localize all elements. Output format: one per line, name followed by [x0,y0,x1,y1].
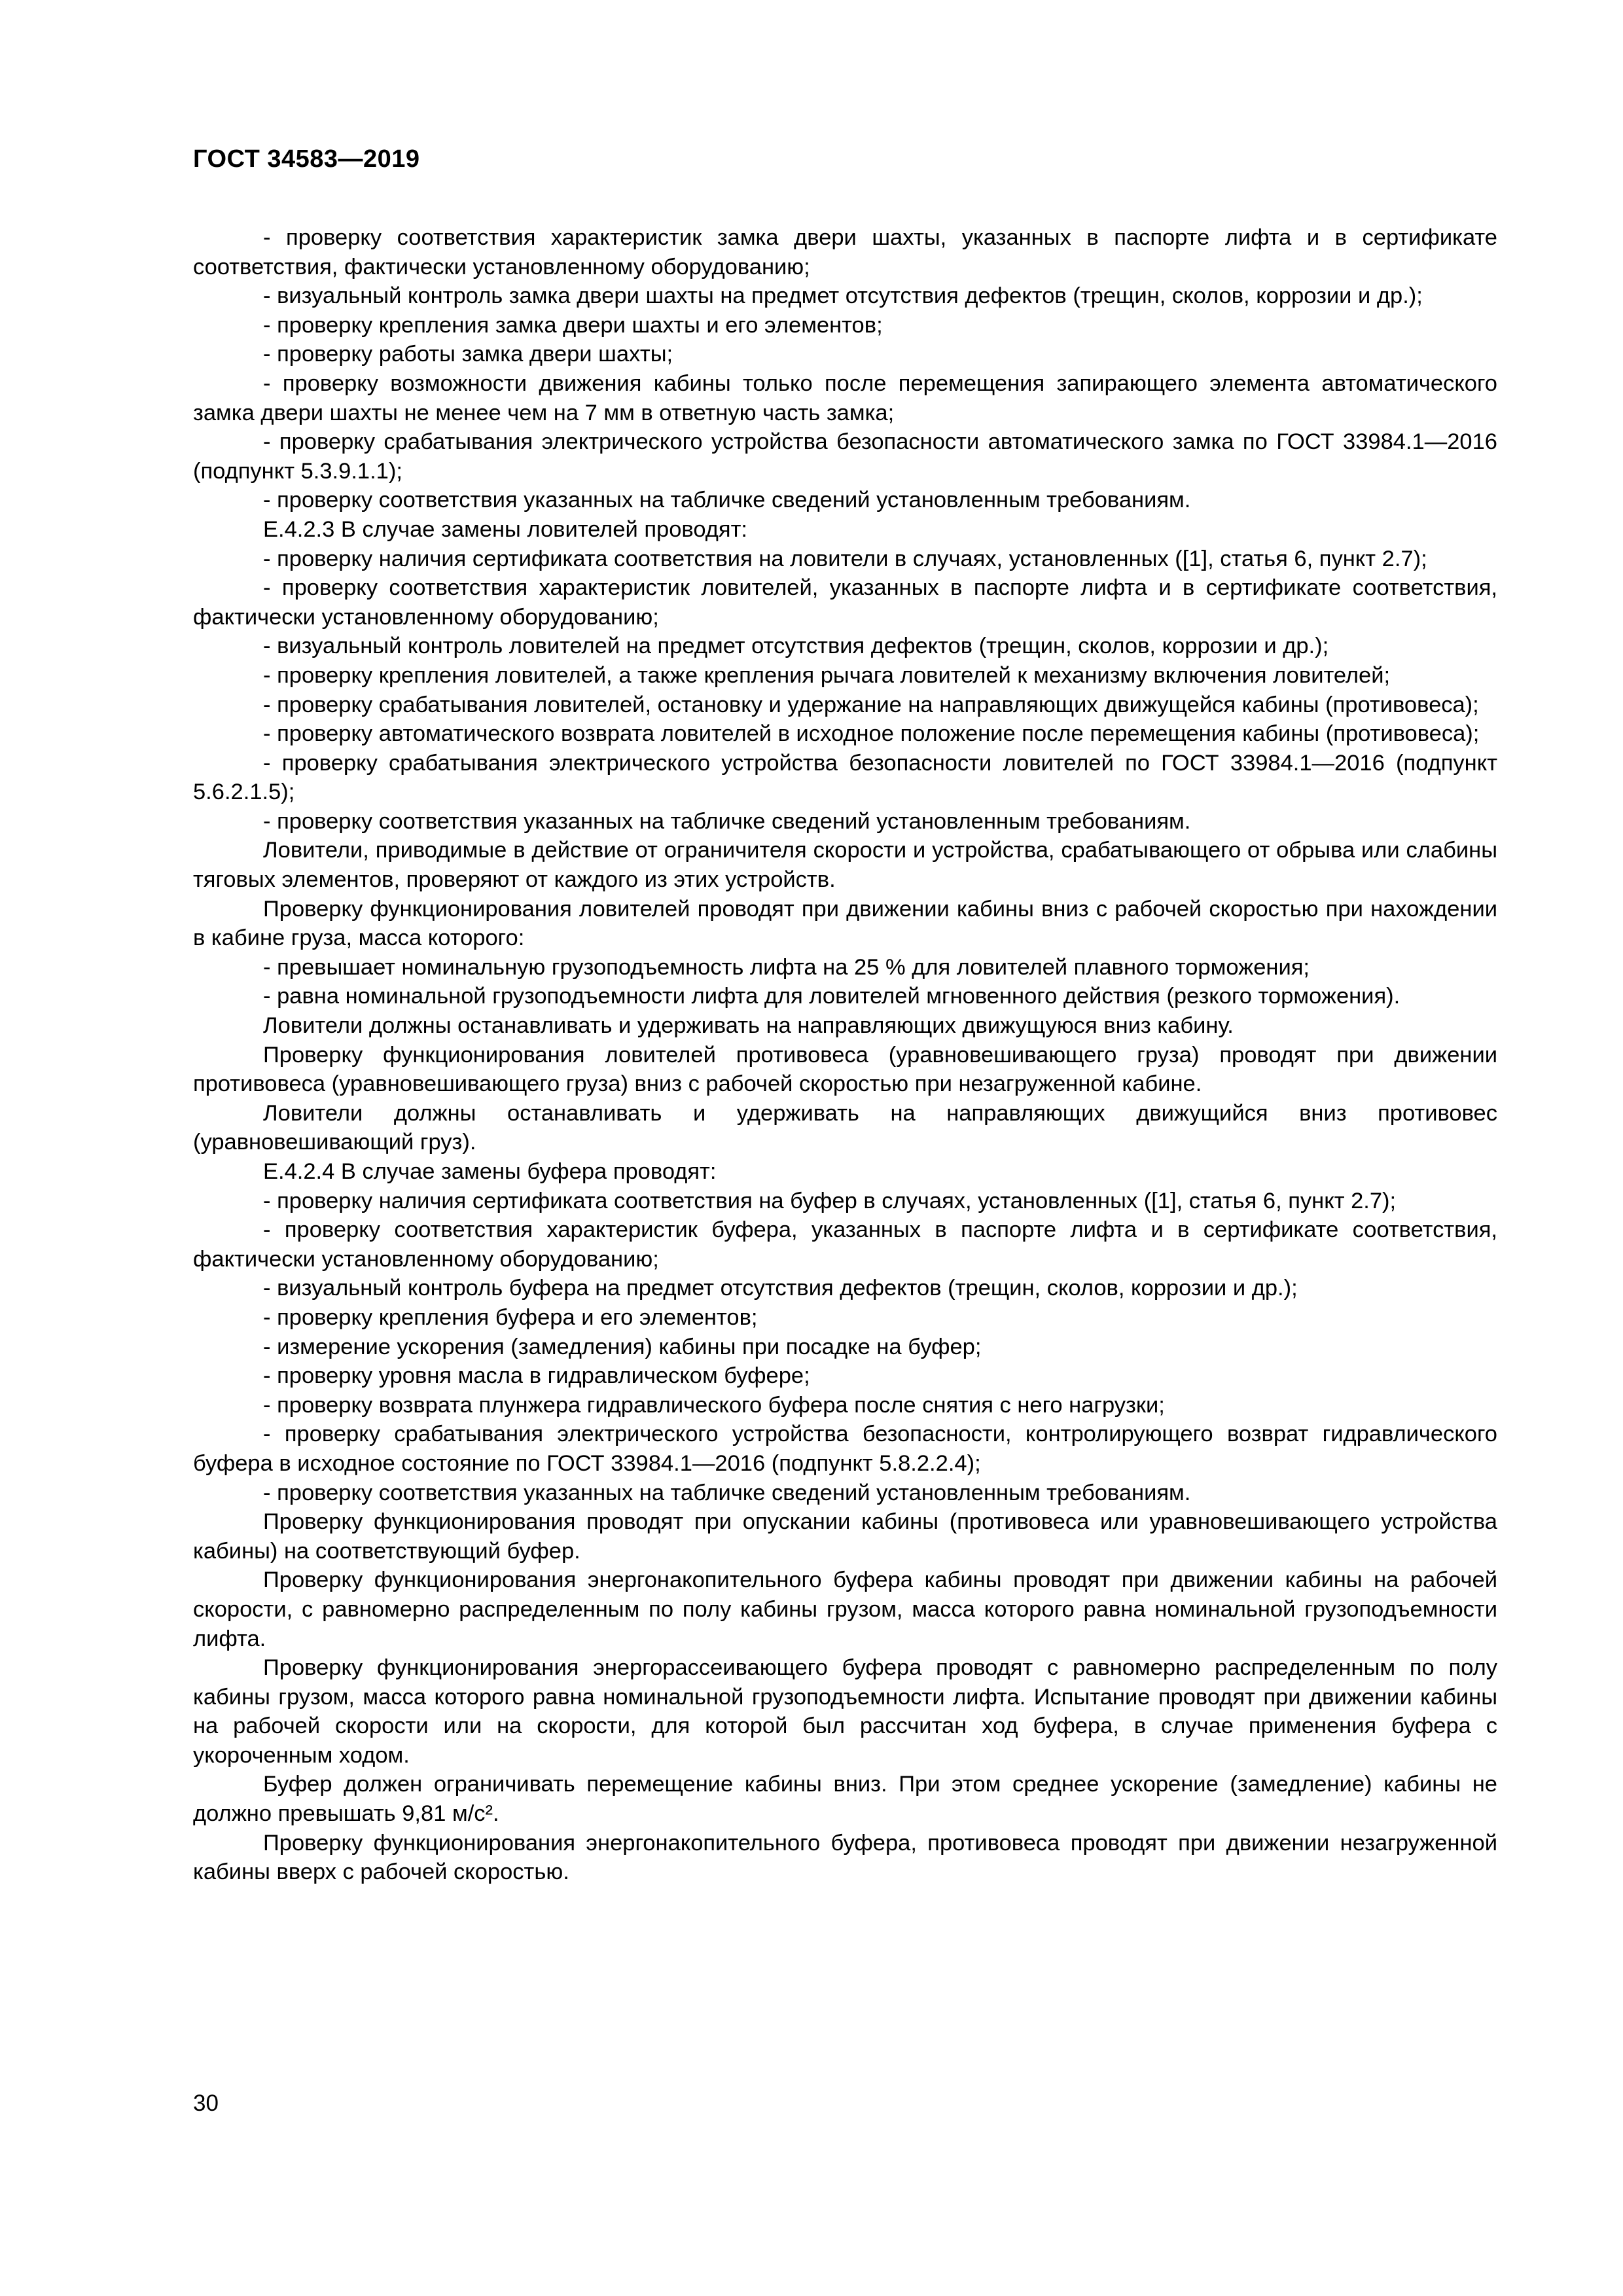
paragraph: - равна номинальной грузоподъемности лифта для ловителей мгновенного действия (резкого торможения). [263,984,1400,1009]
paragraph: Проверку функционирования энергонакопительного буфера кабины проводят при движении кабины на рабочей скорости, с равномерно распределенным по полу кабины грузом, масса которого равна номинальной грузоподъемности лифта. [193,1568,1497,1651]
paragraph: - проверку срабатывания электрического устройства безопасности ловителей по ГОСТ 33984.1—2016 (подпункт 5.6.2.1.5); [193,750,1497,805]
paragraph: - проверку работы замка двери шахты; [263,342,673,367]
paragraph: - проверку срабатывания электрического устройства безопасности автоматического замка по ГОСТ 33984.1—2016 (подпункт 5.3.9.1.1); [193,429,1497,484]
paragraph: - проверку автоматического возврата ловителей в исходное положение после перемещения кабины (противовеса); [263,721,1480,747]
paragraph: - проверку возможности движения кабины только после перемещения запирающего элемента автоматического замка двери шахты не менее чем на 7 мм в ответную часть замка; [193,370,1497,425]
paragraph: Ловители должны останавливать и удерживать на направляющих движущуюся вниз кабину. [263,1013,1234,1039]
section-heading: Е.4.2.3 В случае замены ловителей проводят: [263,516,747,542]
paragraph: - проверку срабатывания ловителей, остановку и удержание на направляющих движущейся кабины (противовеса); [263,692,1479,717]
paragraph: - проверку крепления ловителей, а также крепления рычага ловителей к механизму включения ловителей; [263,662,1391,688]
page-number: 30 [193,2090,219,2116]
paragraph: Проверку функционирования энергонакопительного буфера, противовеса проводят при движении незагруженной кабины вверх с рабочей скоростью. [193,1830,1497,1885]
paragraph: Проверку функционирования ловителей противовеса (уравновешивающего груза) проводят при движении противовеса (уравновешивающего груза) вниз с рабочей скоростью при незагруженной кабине. [193,1042,1497,1097]
paragraph: Проверку функционирования ловителей проводят при движении кабины вниз с рабочей скоростью при нахождении в кабине груза, масса которого: [193,896,1497,951]
paragraph: - проверку наличия сертификата соответствия на буфер в случаях, установленных ([1], статья 6, пункт 2.7); [263,1188,1397,1213]
paragraph: - визуальный контроль буфера на предмет отсутствия дефектов (трещин, сколов, коррозии и др.); [263,1276,1298,1301]
paragraph: - превышает номинальную грузоподъемность лифта на 25 % для ловителей плавного торможения; [263,954,1310,980]
paragraph: - проверку соответствия характеристик ловителей, указанных в паспорте лифта и в сертификате соответствия, фактически установленному оборудованию; [193,575,1497,630]
paragraph: - проверку наличия сертификата соответствия на ловители в случаях, установленных ([1], статья 6, пункт 2.7); [263,546,1427,571]
section-heading: Е.4.2.4 В случае замены буфера проводят: [263,1159,717,1184]
document-header: ГОСТ 34583—2019 [193,145,420,173]
document-body [193,223,1497,1887]
paragraph: - проверку соответствия указанных на табличке сведений установленным требованиям. [263,1480,1191,1505]
paragraph: Проверку функционирования энергорассеивающего буфера проводят с равномерно распределенным по полу кабины грузом, масса которого равна номинальной грузоподъемности лифта. Испытание проводят при движении кабины на рабочей скорости или на скорости, для которой был рассчитан ход буфера, в случае применения буфера с укороченным ходом. [193,1655,1497,1768]
paragraph: - проверку соответствия указанных на табличке сведений установленным требованиям. [263,808,1191,834]
paragraph: - измерение ускорения (замедления) кабины при посадке на буфер; [263,1334,982,1359]
paragraph: - проверку соответствия характеристик замка двери шахты, указанных в паспорте лифта и в сертификате соответствия, фактически установленному оборудованию; [193,225,1497,279]
paragraph: - проверку срабатывания электрического устройства безопасности, контролирующего возврат гидравлического буфера в исходное состояние по ГОСТ 33984.1—2016 (подпункт 5.8.2.2.4); [193,1422,1497,1476]
paragraph: Ловители должны останавливать и удерживать на направляющих движущийся вниз противовес (уравновешивающий груз). [193,1100,1497,1155]
paragraph: Проверку функционирования проводят при опускании кабины (противовеса или уравновешивающего устройства кабины) на соответствующий буфер. [193,1509,1497,1564]
paragraph: - визуальный контроль замка двери шахты на предмет отсутствия дефектов (трещин, сколов, коррозии и др.); [263,283,1423,309]
paragraph: - проверку соответствия указанных на табличке сведений установленным требованиям. [263,488,1191,513]
paragraph: Буфер должен ограничивать перемещение кабины вниз. При этом среднее ускорение (замедление) кабины не должно превышать 9,81 м/с². [193,1772,1497,1827]
paragraph: - визуальный контроль ловителей на предмет отсутствия дефектов (трещин, сколов, коррозии и др.); [263,634,1329,659]
paragraph: Ловители, приводимые в действие от ограничителя скорости и устройства, срабатывающего от обрыва или слабины тяговых элементов, проверяют от каждого из этих устройств. [193,838,1497,893]
paragraph: - проверку крепления замка двери шахты и его элементов; [263,312,883,338]
paragraph: - проверку соответствия характеристик буфера, указанных в паспорте лифта и в сертификате соответствия, фактически установленному оборудованию; [193,1217,1497,1272]
paragraph: - проверку возврата плунжера гидравлического буфера после снятия с него нагрузки; [263,1392,1165,1418]
paragraph: - проверку крепления буфера и его элементов; [263,1304,758,1330]
paragraph: - проверку уровня масла в гидравлическом буфере; [263,1363,810,1389]
